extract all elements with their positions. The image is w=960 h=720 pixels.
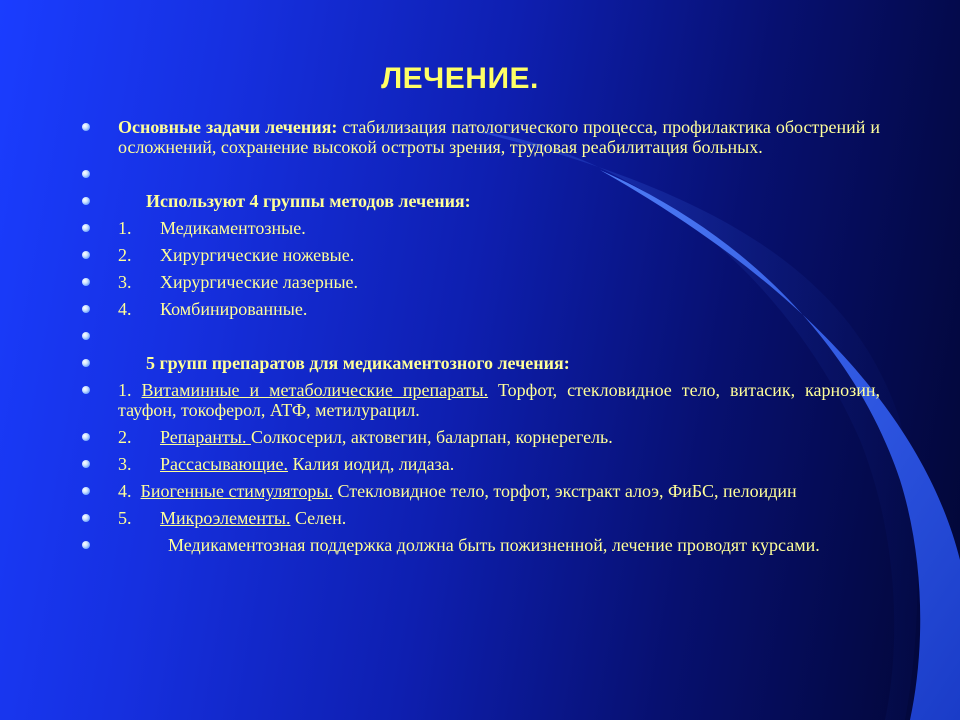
list-item-drug-group: [80, 380, 880, 420]
list-item-method: [80, 299, 880, 319]
item-number: 1.: [118, 380, 132, 400]
list-item-method: [80, 272, 880, 292]
item-number: 3.: [118, 272, 132, 292]
list-item-method: [80, 245, 880, 265]
conclusion-text: Медикаментозная поддержка должна быть пожизненной, лечение проводят курсами.: [168, 535, 820, 555]
drug-group-text: Селен.: [290, 508, 347, 528]
list-item-methods-heading: [80, 191, 880, 211]
intro-lead: Основные задачи лечения:: [118, 117, 338, 137]
item-number: 5.: [118, 508, 132, 528]
list-item-empty: [80, 326, 880, 346]
item-number: 1.: [118, 218, 132, 238]
content-list: [80, 117, 880, 562]
drug-group-text: Торфот, стекловидное тело, витасик, карнозин, тауфон, токоферол, АТФ, метилурацил.: [118, 380, 881, 420]
list-item-drug-group: [80, 427, 880, 447]
drug-group-text: Стекловидное тело, торфот, экстракт алоэ, ФиБС, пелоидин: [333, 481, 797, 501]
drug-group-name: Репаранты.: [160, 427, 251, 447]
drug-group-name: Рассасывающие.: [160, 454, 288, 474]
methods-heading: Используют 4 группы методов лечения:: [146, 191, 471, 211]
drug-group-name: Витаминные и метаболические препараты.: [141, 380, 489, 400]
list-item-method: [80, 218, 880, 238]
drug-group-text: Солкосерил, актовегин, баларпан, корнерегель.: [250, 427, 613, 447]
drug-group-text: Калия иодид, лидаза.: [287, 454, 455, 474]
list-item-conclusion: [80, 535, 880, 555]
drug-group-name: Биогенные стимуляторы.: [140, 481, 334, 501]
item-number: 3.: [118, 454, 132, 474]
drug-groups-heading: 5 групп препаратов для медикаментозного лечения:: [146, 353, 570, 373]
list-item-drugs-heading: [80, 353, 880, 373]
item-number: 2.: [118, 427, 132, 447]
item-number: 4.: [118, 481, 132, 501]
drug-group-name: Микроэлементы.: [160, 508, 291, 528]
list-item-empty: [80, 164, 880, 184]
method-text: Медикаментозные.: [160, 218, 306, 238]
slide-title: ЛЕЧЕНИЕ.: [381, 62, 539, 95]
method-text: Комбинированные.: [160, 299, 308, 319]
list-item-drug-group: [80, 454, 880, 474]
list-item-drug-group: [80, 481, 880, 501]
item-number: 2.: [118, 245, 132, 265]
method-text: Хирургические лазерные.: [160, 272, 359, 292]
method-text: Хирургические ножевые.: [160, 245, 355, 265]
intro-text: стабилизация патологического процесса, профилактика обострений и осложнений, сохранение высокой остроты зрения, трудовая реабилитация больных.: [118, 117, 880, 157]
item-number: 4.: [118, 299, 132, 319]
list-item-drug-group: [80, 508, 880, 528]
list-item-intro: [80, 117, 880, 157]
